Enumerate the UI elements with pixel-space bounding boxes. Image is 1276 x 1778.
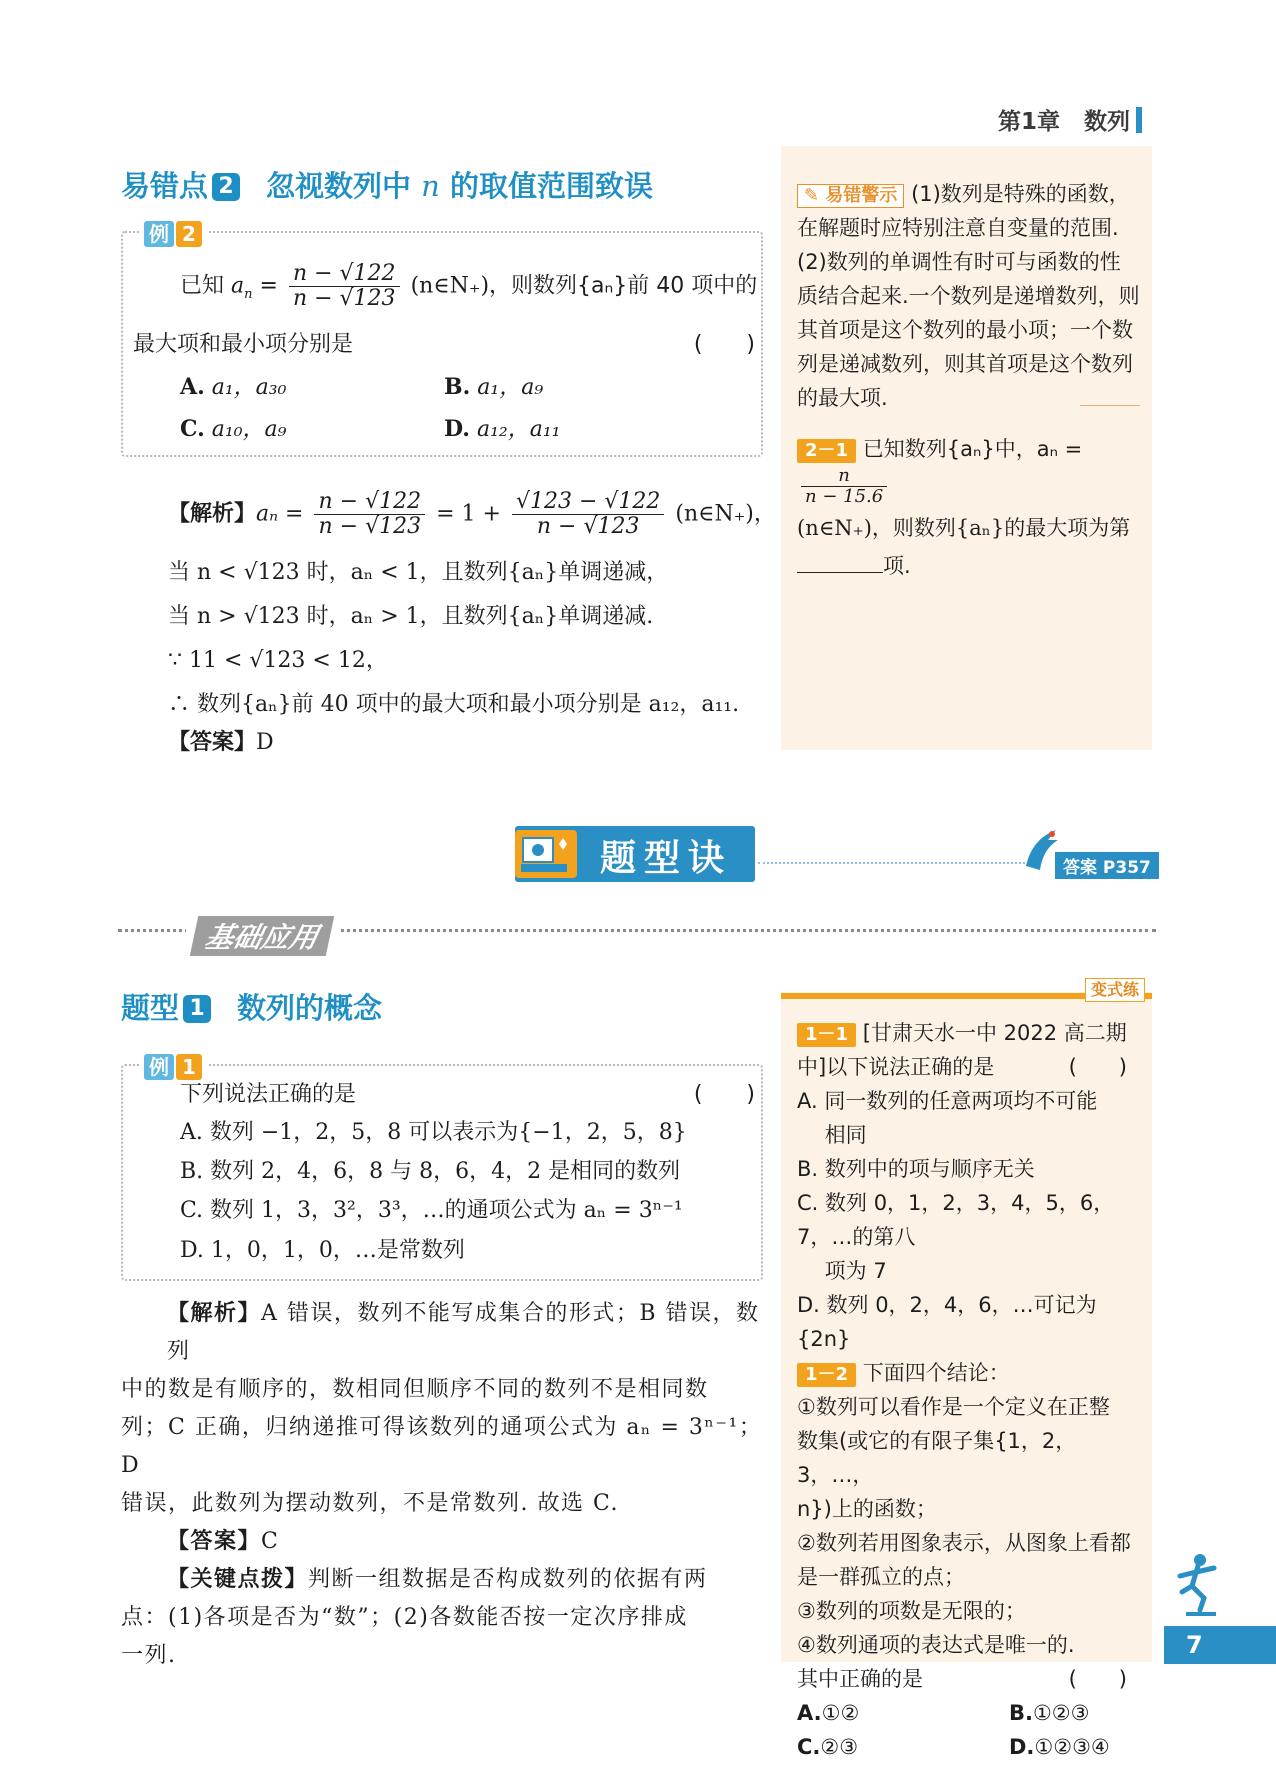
option-b <box>444 368 543 407</box>
book-icon <box>515 830 577 878</box>
exercise-line: ④数列通项的表达式是唯一的. <box>797 1633 1075 1657</box>
type-1-title <box>121 986 382 1027</box>
basic-application-label <box>186 916 338 956</box>
q-prefix: 已知 <box>180 273 225 299</box>
answer-2 <box>168 724 274 762</box>
error-point-label: 易错点 <box>121 169 209 203</box>
option-c <box>180 410 287 449</box>
analysis-lhs: aₙ = <box>256 501 304 527</box>
analysis-mid: = 1 + <box>436 501 501 527</box>
warning-line: 在解题时应特别注意自变量的范围. <box>797 216 1119 240</box>
exercise-line2: (n∈N₊)，则数列{aₙ}的最大项为第 <box>797 515 1131 540</box>
exercise-line: [甘肃天水一中 2022 高二期 <box>862 1021 1127 1045</box>
question-text: 下列说法正确的是 <box>180 1082 357 1107</box>
fraction-1 <box>314 490 425 539</box>
exercise-fraction <box>801 466 887 507</box>
exercise-line: ②数列若用图象表示，从图象上看都 <box>797 1531 1131 1555</box>
option-value: a₁₂，a₁₁ <box>476 417 561 442</box>
example-1-option-a: A. 数列 −1，2，5，8 可以表示为{−1，2，5，8} <box>180 1120 687 1145</box>
example-1-option-b: B. 数列 2，4，6，8 与 8，6，4，2 是相同的数列 <box>180 1159 681 1184</box>
error-point-var: n <box>421 169 440 203</box>
banner-title: 题型诀 <box>600 838 733 879</box>
answer-label: 【答案】 <box>167 1529 262 1554</box>
exercise-option: A. 同一数列的任意两项均不可能 <box>797 1089 1098 1113</box>
answer-label: 【答案】 <box>168 730 257 755</box>
answer-reference-tag: 答案 P357 <box>1055 852 1159 879</box>
option-value: ②③ <box>820 1735 859 1759</box>
error-point-title <box>121 164 653 205</box>
example-2-question-line2 <box>133 326 755 364</box>
example-tag-number: 1 <box>176 1054 202 1080</box>
option-label: C. <box>797 1735 821 1759</box>
option-d <box>444 410 560 449</box>
analysis-2-line5: ∴ 数列{aₙ}前 40 项中的最大项和最小项分别是 a₁₂，a₁₁. <box>168 692 740 717</box>
exercise-line: 下面四个结论： <box>862 1361 1010 1385</box>
option-label: D. <box>444 416 470 442</box>
key-point-line: 点：(1)各项是否为“数”；(2)各数能否按一定次序排成 <box>121 1605 688 1630</box>
warning-line: (2)数列的单调性有时可与函数的性 <box>797 250 1121 274</box>
exercise-tag: 1－2 <box>797 1363 856 1387</box>
error-point-title-text: 忽视数列中 <box>266 169 412 203</box>
exercise-option: B. 数列中的项与顺序无关 <box>797 1157 1035 1181</box>
analysis-post: (n∈N₊)， <box>675 501 776 527</box>
chapter-title: 数列 <box>1084 109 1130 135</box>
exercise-line: ①数列可以看作是一个定义在正整 <box>797 1395 1110 1419</box>
exercise-line: 数集(或它的有限子集{1，2，3，…， <box>797 1429 1077 1487</box>
analysis-2-line1 <box>168 490 776 539</box>
error-point-title-rest: 的取值范围致误 <box>449 169 653 203</box>
example-1-option-d: D. 1，0，1，0，…是常数列 <box>180 1238 465 1263</box>
type-title-text: 数列的概念 <box>237 991 383 1025</box>
exercise-option: D. 数列 0，2，4，6，…可记为{2n} <box>797 1293 1097 1351</box>
header-accent-bar <box>1136 107 1142 133</box>
warning-line: 的最大项. <box>797 386 888 410</box>
warning-line: (1)数列是特殊的函数， <box>911 182 1130 206</box>
example-tag-label: 例 <box>144 1054 174 1080</box>
option-value: a₁₀，a₉ <box>211 417 287 442</box>
example-1-question <box>180 1076 755 1114</box>
answer-paren: ( ) <box>693 1082 755 1107</box>
analysis-line: 列；C 正确，归纳递推可得该数列的通项公式为 aₙ = 3ⁿ⁻¹；D <box>121 1415 763 1478</box>
fraction-an <box>289 262 400 311</box>
warning-tag <box>797 184 904 208</box>
chapter-number: 第1章 <box>997 109 1060 135</box>
example-tag-label: 例 <box>144 221 174 247</box>
answer-paren: ( ) <box>693 332 755 357</box>
option-label: B. <box>444 374 471 400</box>
q-line2: 最大项和最小项分别是 <box>133 332 354 357</box>
option-value: ①② <box>821 1701 860 1725</box>
frac-denominator: n − √123 <box>318 514 422 540</box>
type-label: 题型 <box>121 991 180 1025</box>
analysis-2-line4: ∵ 11 < √123 < 12， <box>168 648 388 673</box>
option-label: A. <box>797 1701 822 1725</box>
option-value: a₁，a₃₀ <box>211 375 287 400</box>
analysis-line: 中的数是有顺序的，数相同但顺序不同的数列不是相同数 <box>121 1377 709 1402</box>
condition: (n∈N₊) <box>410 273 490 299</box>
variant-tag: 变式练 <box>1085 978 1145 1002</box>
analysis-label: 【解析】 <box>167 1301 262 1326</box>
option-label: C. <box>180 416 205 442</box>
exercise-line: 中]以下说法正确的是 <box>797 1055 995 1079</box>
key-point-line: 一列. <box>121 1643 177 1668</box>
option-value: ①②③④ <box>1034 1735 1110 1759</box>
analysis-label: 【解析】 <box>168 501 257 527</box>
variant-exercises <box>797 1016 1147 1764</box>
frac-numerator: √123 − √122 <box>512 490 664 515</box>
answer-value: D <box>256 730 274 755</box>
exercise-2-1 <box>797 432 1147 583</box>
q-mid: ，则数列{aₙ}前 40 项中的 <box>489 273 758 299</box>
option-value: ①②③ <box>1032 1701 1090 1725</box>
exercise-line: n})上的函数； <box>797 1497 937 1521</box>
key-point-line: 判断一组数据是否构成数列的依据有两 <box>308 1567 708 1592</box>
frac-numerator: n − √122 <box>289 262 400 287</box>
exercise-option: 相同 <box>797 1123 867 1147</box>
exercise-question: 其中正确的是 <box>797 1667 923 1691</box>
warning-text <box>797 177 1147 415</box>
option-a <box>180 368 286 407</box>
frac-numerator: n − √122 <box>314 490 425 515</box>
option-label: D. <box>1009 1735 1035 1759</box>
exercise-line: ③数列的项数是无限的； <box>797 1599 1026 1623</box>
example-tag-number: 2 <box>176 221 202 247</box>
type-number: 1 <box>183 995 211 1023</box>
banner-dotted-line <box>758 862 1033 864</box>
error-point-number: 2 <box>212 173 240 201</box>
exercise-line3: 项. <box>883 553 911 578</box>
option-label: A. <box>180 374 205 400</box>
analysis-1 <box>121 1295 763 1675</box>
exercise-option: C. 数列 0，1，2，3，4，5，6，7，…的第八 <box>797 1191 1115 1249</box>
basic-label-text: 基础应用 <box>190 916 335 956</box>
answer-paren: ( ) <box>1068 1667 1127 1691</box>
example-2-tag <box>140 218 208 247</box>
page-number: 7 <box>1164 1626 1276 1664</box>
chapter-header <box>998 103 1142 136</box>
analysis-2-line3: 当 n > √123 时，aₙ > 1，且数列{aₙ}单调递减. <box>168 604 654 629</box>
frac-denominator: n − √123 <box>292 286 396 312</box>
answer-blank[interactable] <box>797 572 883 573</box>
exercise-prefix: 已知数列{aₙ}中，aₙ = <box>862 437 1083 461</box>
a-n: a <box>231 273 245 299</box>
warning-line: 其首项是这个数列的最小项；一个数 <box>797 318 1133 342</box>
example-1-option-c: C. 数列 1，3，3²，3³，…的通项公式为 aₙ = 3ⁿ⁻¹ <box>180 1198 683 1223</box>
warning-tag-text: 易错警示 <box>825 185 898 206</box>
key-point-label: 【关键点拨】 <box>167 1567 309 1592</box>
exercise-option: 项为 7 <box>797 1259 887 1283</box>
warning-icon: ✎ <box>804 185 820 206</box>
analysis-line: 错误，此数列为摆动数列，不是常数列. 故选 C. <box>121 1491 620 1516</box>
answer-paren: ( ) <box>1068 1055 1127 1079</box>
option-label: B. <box>1009 1701 1033 1725</box>
frac-denominator: n − 15.6 <box>805 485 884 507</box>
example-2-question-line1 <box>180 262 757 314</box>
fraction-2 <box>512 490 664 539</box>
a-n-sub: n <box>244 287 253 303</box>
skater-icon <box>1170 1552 1226 1624</box>
frac-denominator: n − √123 <box>536 514 640 540</box>
answer-value: C <box>261 1529 280 1554</box>
warning-line: 列是递减数列，则其首项是这个数列 <box>797 352 1133 376</box>
exercise-tag: 1－1 <box>797 1023 856 1047</box>
warning-line: 质结合起来.一个数列是递增数列，则 <box>797 284 1140 308</box>
frac-numerator: n <box>801 466 887 487</box>
equals: = <box>259 273 278 299</box>
exercise-line: 是一群孤立的点； <box>797 1565 965 1589</box>
analysis-2-line2: 当 n < √123 时，aₙ < 1，且数列{aₙ}单调递减， <box>168 560 669 585</box>
warning-divider <box>1080 405 1140 406</box>
analysis-line: A 错误，数列不能写成集合的形式；B 错误，数列 <box>167 1301 760 1364</box>
option-value: a₁，a₉ <box>477 375 544 400</box>
exercise-tag: 2－1 <box>797 439 856 463</box>
